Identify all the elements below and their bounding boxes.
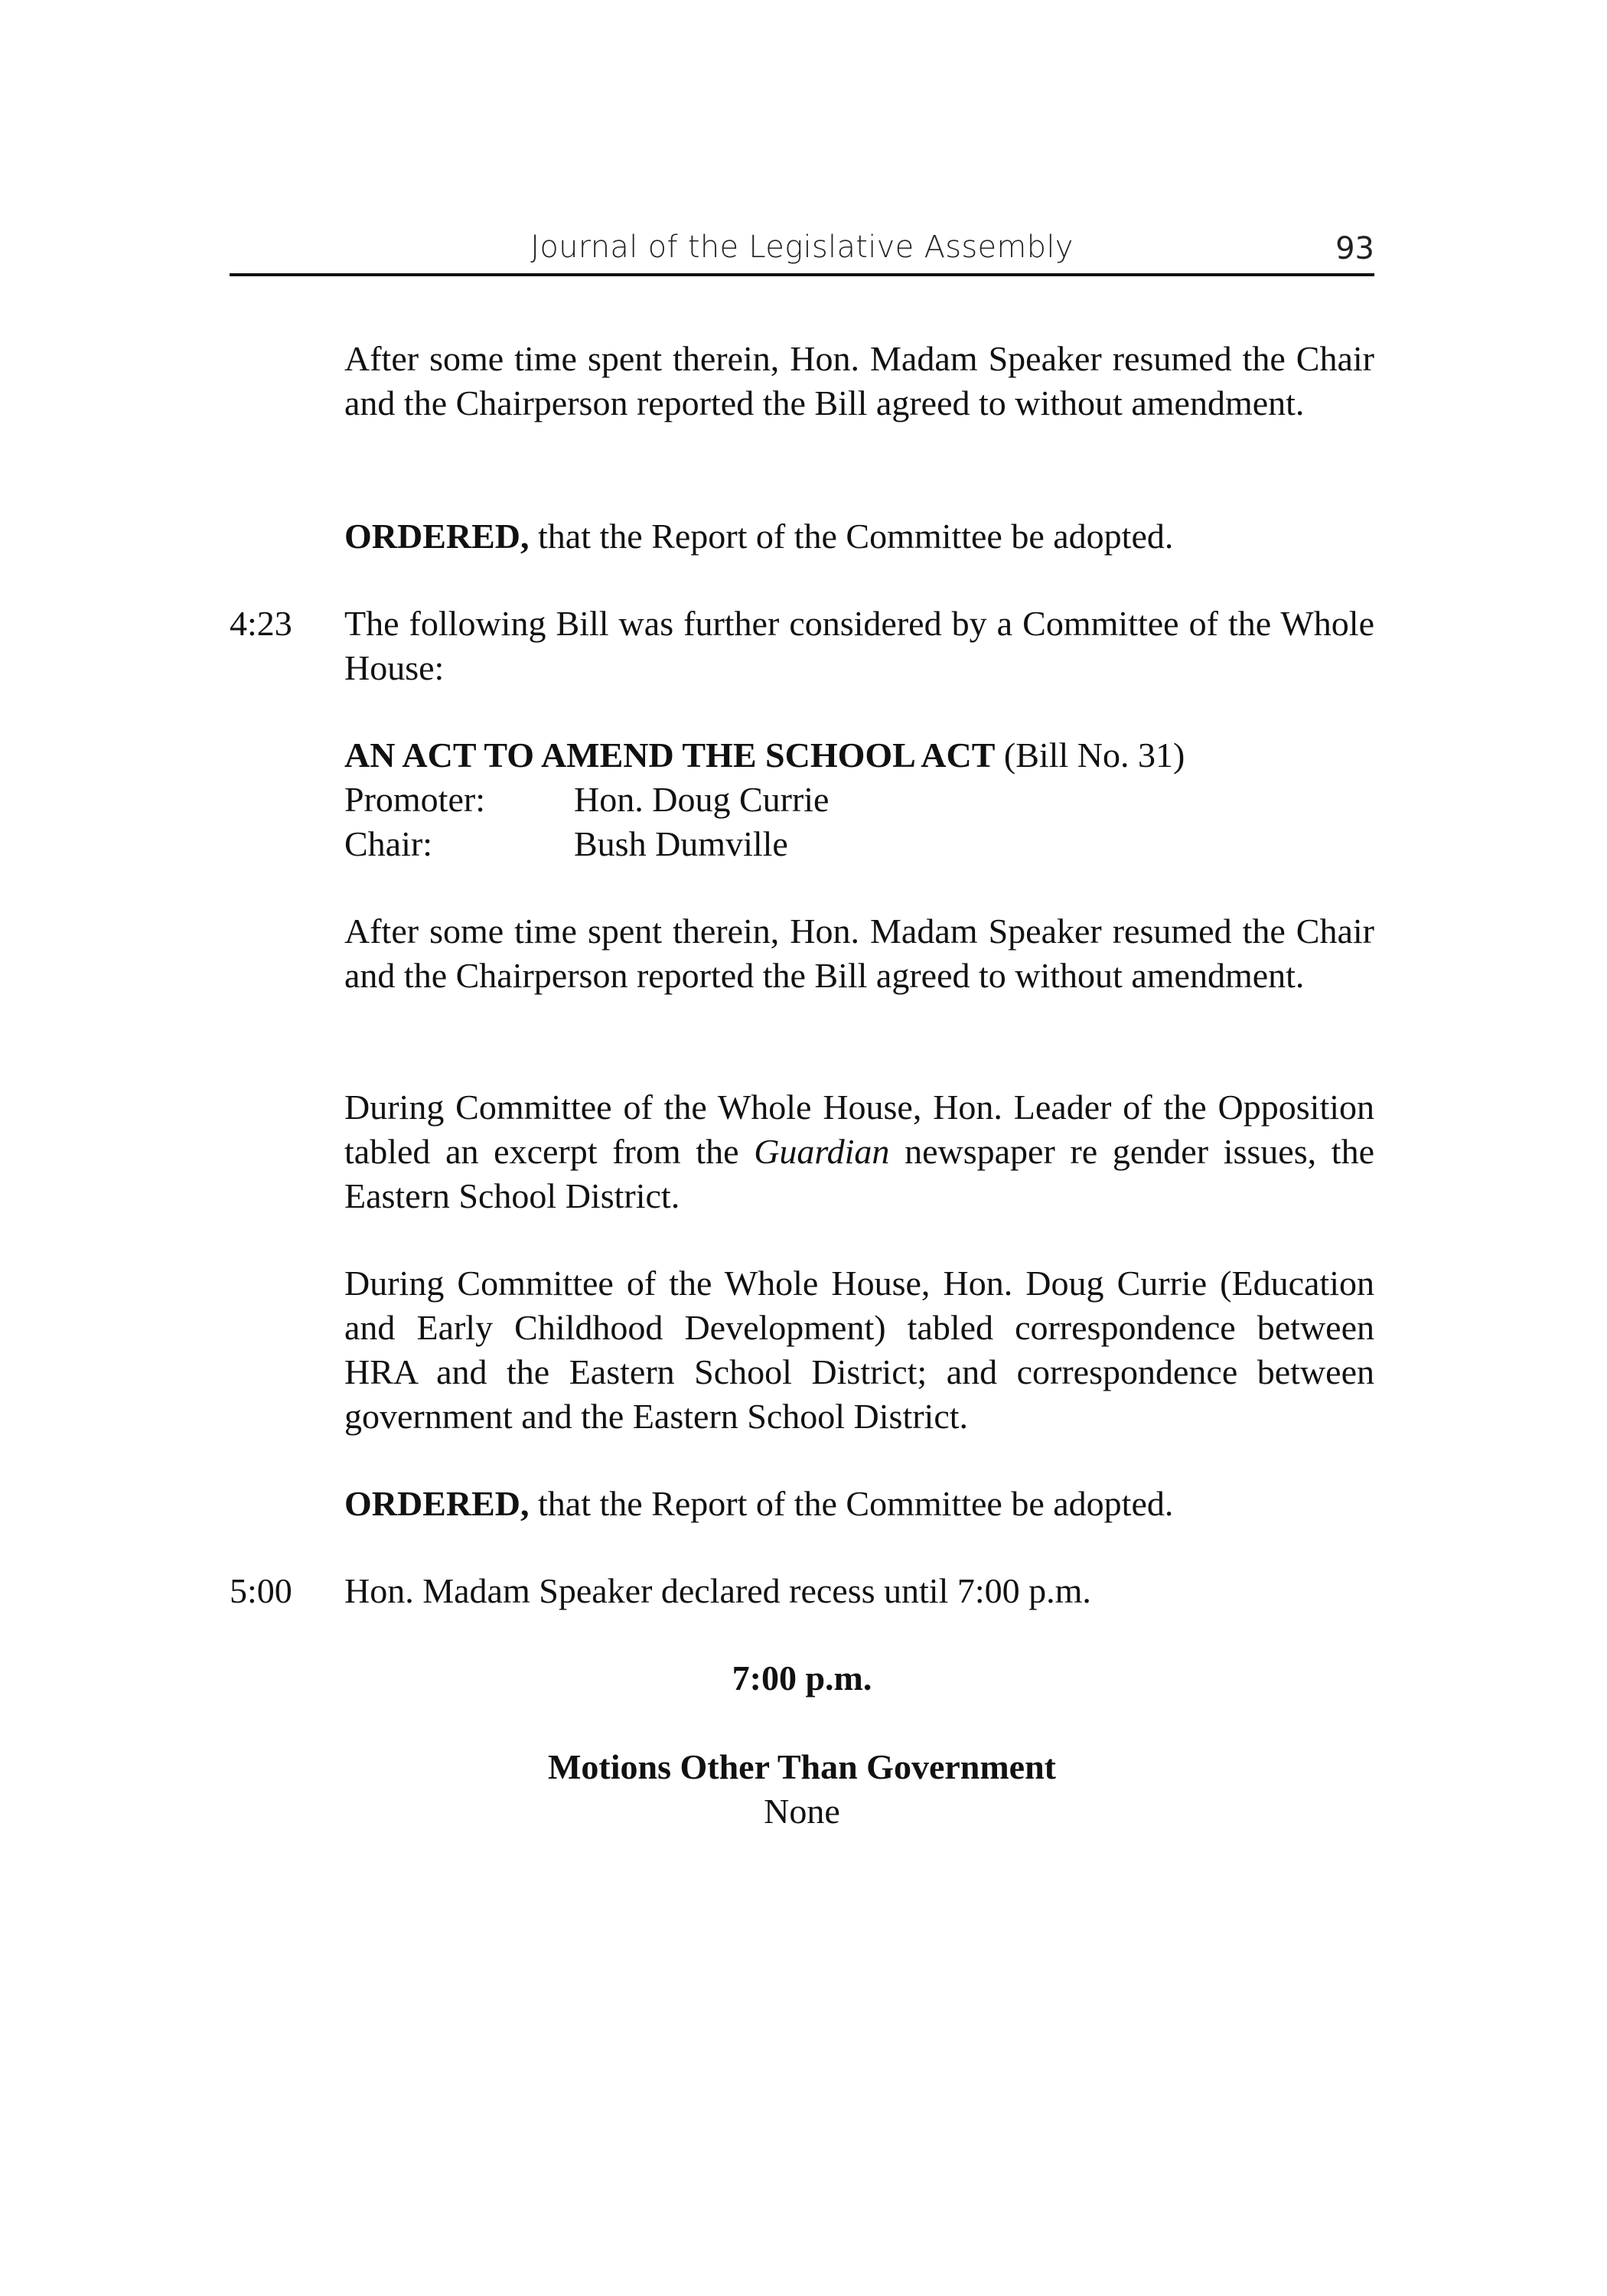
ordered-text: that the Report of the Committee be adopted. — [529, 517, 1174, 556]
bill-chair — [344, 822, 788, 866]
bill-title-bold: AN ACT TO AMEND THE SCHOOL ACT — [344, 735, 996, 775]
motions-value: None — [764, 1792, 840, 1831]
newspaper-name: Guardian — [754, 1132, 890, 1171]
motions-heading: Motions Other Than Government — [547, 1747, 1057, 1786]
evening-sitting-heading: 7:00 p.m. — [732, 1658, 872, 1698]
tabled-correspondence-paragraph: During Committee of the Whole House, Hon. Doug Currie (Education and Early Childhood Development) tabled correspondence between HRA and the Eastern School District; and correspondence between government and the Eastern School District. — [344, 1264, 1374, 1436]
bill-promoter — [344, 778, 829, 822]
committee-report-paragraph: After some time spent therein, Hon. Madam Speaker resumed the Chair and the Chairperson reported the Bill agreed to without amendment. — [344, 339, 1374, 422]
entry-time: 4:23 — [230, 604, 292, 643]
excerpt-text-after: newspaper re gender issues, the Eastern School District. — [344, 1132, 1374, 1215]
entry-time: 5:00 — [230, 1571, 292, 1610]
chair-label: Chair: — [344, 824, 432, 863]
bill-number: (Bill No. 31) — [995, 735, 1185, 775]
page-number: 93 — [1335, 231, 1374, 266]
entry-text: The following Bill was further considered by a Committee of the Whole House: — [344, 604, 1374, 687]
tabled-excerpt-paragraph — [344, 1085, 1374, 1218]
promoter-label: Promoter: — [344, 780, 485, 819]
ordered-label: ORDERED, — [344, 517, 530, 556]
ordered-label: ORDERED, — [344, 1484, 530, 1523]
entry-text: Hon. Madam Speaker declared recess until 7:00 p.m. — [344, 1571, 1091, 1610]
bill-title — [344, 733, 1374, 778]
excerpt-text-before: During Committee of the Whole House, Hon. Leader of the Opposition tabled an excerpt from the — [344, 1088, 1374, 1171]
promoter-value: Hon. Doug Currie — [574, 780, 830, 819]
header-rule — [230, 273, 1374, 276]
committee-report-paragraph: After some time spent therein, Hon. Madam Speaker resumed the Chair and the Chairperson reported the Bill agreed to without amendment. — [344, 912, 1374, 995]
ordered-statement — [344, 1482, 1374, 1526]
ordered-text: that the Report of the Committee be adopted. — [529, 1484, 1174, 1523]
journal-title: Journal of the Legislative Assembly — [530, 230, 1074, 265]
chair-value: Bush Dumville — [574, 824, 788, 863]
ordered-statement — [344, 514, 1374, 559]
running-header — [230, 230, 1374, 274]
